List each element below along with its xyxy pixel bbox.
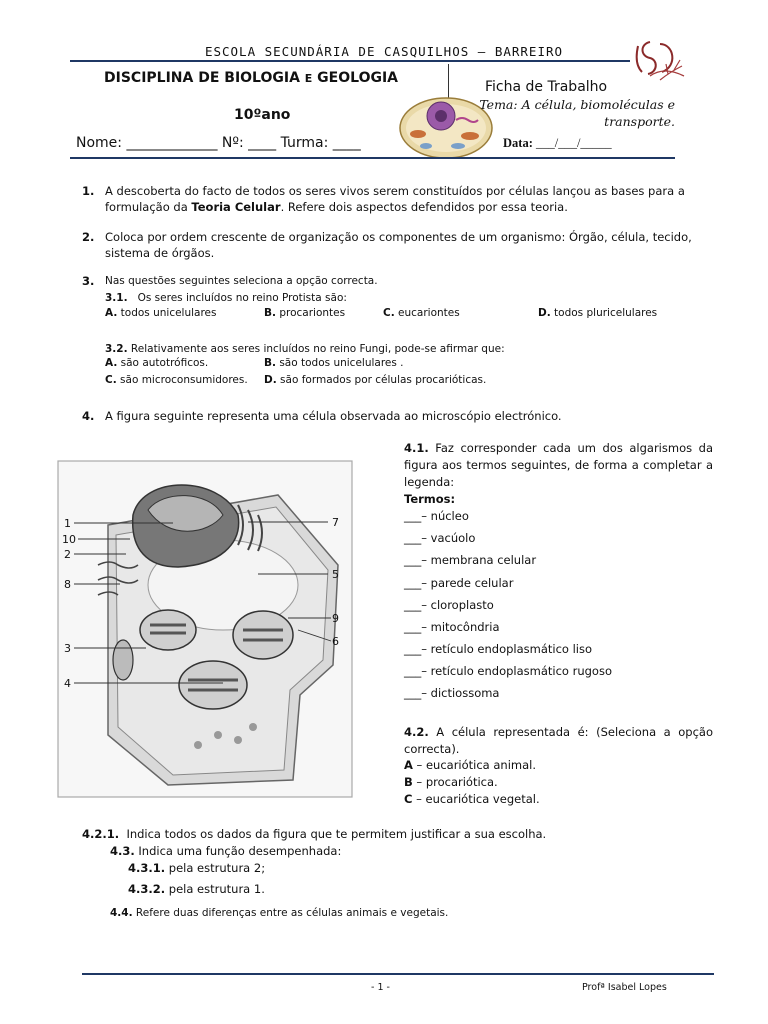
term-re-rugoso[interactable]: ___– retículo endoplasmático rugoso xyxy=(404,664,612,678)
term-membrana-celular[interactable]: ___– membrana celular xyxy=(404,553,537,567)
school-name: ESCOLA SECUNDÁRIA DE CASQUILHOS – BARREIRO xyxy=(204,44,564,59)
mitochondrion-shape xyxy=(113,640,133,680)
footer-rule xyxy=(82,973,714,975)
teacher-name: Profª Isabel Lopes xyxy=(582,982,667,993)
question-4: 4. A figura seguinte representa uma célula observada ao microscópio electrónico. xyxy=(82,409,562,423)
figure-label-10: 10 xyxy=(62,533,76,546)
chloroplast-shape-3 xyxy=(179,661,247,709)
school-logo xyxy=(630,36,688,86)
discipline-title: DISCIPLINA DE BIOLOGIA E GEOLOGIA xyxy=(104,70,399,86)
vesicle xyxy=(234,736,242,744)
term-parede-celular[interactable]: ___– parede celular xyxy=(404,576,514,590)
figure-label-5: 5 xyxy=(332,568,339,581)
q31-option-b[interactable]: B. procariontes xyxy=(264,307,346,319)
grade-level: 10ºano xyxy=(234,107,291,123)
question-4-4: 4.4. Refere duas diferenças entre as células animais e vegetais. xyxy=(110,907,449,919)
question-4-2: 4.2. A célula representada é: (Seleciona a opção correcta). xyxy=(404,725,713,756)
q32-option-b[interactable]: B. são todos unicelulares . xyxy=(264,357,404,369)
q31-option-c[interactable]: C. eucariontes xyxy=(383,307,460,319)
figure-label-7: 7 xyxy=(332,516,339,529)
vesicle xyxy=(249,723,257,731)
figure-label-8: 8 xyxy=(64,578,71,591)
q32-option-a[interactable]: A. são autotróficos. xyxy=(105,357,209,369)
question-4-3: 4.3. Indica uma função desempenhada: xyxy=(110,844,342,858)
sheet-theme xyxy=(470,96,675,130)
question-4-2-1: 4.2.1. Indica todos os dados da figura que te permitem justificar a sua escolha. xyxy=(82,827,547,841)
question-4-3-2: 4.3.2. pela estrutura 1. xyxy=(128,882,265,896)
theme-line-1: Tema: A célula, biomoléculas e xyxy=(479,97,675,112)
figure-label-4: 4 xyxy=(64,677,71,690)
figure-label-1: 1 xyxy=(64,517,71,530)
question-1: 1. A descoberta do facto de todos os seres vivos serem constituídos por células lançou as bases para a formulação da Teoria Celular. Refere dois aspectos defendidos por essa teoria. xyxy=(82,184,685,214)
q32-option-c[interactable]: C. são microconsumidores. xyxy=(105,374,248,386)
header-top-rule xyxy=(70,60,630,62)
plant-cell-figure xyxy=(38,455,368,805)
figure-label-9: 9 xyxy=(332,612,339,625)
chloroplast-shape-1 xyxy=(140,610,196,650)
q31-option-d[interactable]: D. todos pluricelulares xyxy=(538,307,658,319)
theme-line-2: transporte. xyxy=(604,114,675,129)
term-mitocondria[interactable]: ___– mitocôndria xyxy=(404,620,500,634)
chloroplast-shape-2 xyxy=(233,611,293,659)
term-re-liso[interactable]: ___– retículo endoplasmático liso xyxy=(404,642,593,656)
date-field: Data: ___/___/_____ xyxy=(503,136,612,150)
q32-option-d[interactable]: D. são formados por células procarióticas. xyxy=(264,374,487,386)
header-bottom-rule xyxy=(70,157,675,159)
question-2: 2. Coloca por ordem crescente de organização os componentes de um organismo: Órgão, célula, tecido, sistema de órgãos. xyxy=(82,230,692,260)
figure-label-6: 6 xyxy=(332,635,339,648)
question-4-3-1: 4.3.1. pela estrutura 2; xyxy=(128,861,266,875)
term-dictiossoma[interactable]: ___– dictiossoma xyxy=(404,686,500,700)
page-number: - 1 - xyxy=(371,982,390,993)
question-3: 3. Nas questões seguintes seleciona a opção correcta. xyxy=(82,274,378,288)
question-3-2: 3.2. Relativamente aos seres incluídos no reino Fungi, pode-se afirmar que: xyxy=(105,343,505,355)
figure-label-3: 3 xyxy=(64,642,71,655)
term-cloroplasto[interactable]: ___– cloroplasto xyxy=(404,598,494,612)
q42-option-b[interactable]: B – procariótica. xyxy=(404,775,498,789)
question-3-1: 3.1. Os seres incluídos no reino Protista são: xyxy=(105,292,347,304)
sheet-title: Ficha de Trabalho xyxy=(485,79,608,95)
q42-option-a[interactable]: A – eucariótica animal. xyxy=(404,758,537,772)
figure-label-2: 2 xyxy=(64,548,71,561)
vesicle xyxy=(214,731,222,739)
question-4-1: 4.1. Faz corresponder cada um dos algarismos da figura aos termos seguintes, de forma a completar a legenda: xyxy=(404,441,713,489)
q42-option-c[interactable]: C – eucariótica vegetal. xyxy=(404,792,540,806)
term-nucleo[interactable]: ___– núcleo xyxy=(404,509,469,523)
vesicle xyxy=(194,741,202,749)
q31-option-a[interactable]: A. todos unicelulares xyxy=(105,307,217,319)
terms-label: Termos: xyxy=(404,492,456,506)
student-name-line: Nome: _____________ Nº: ____ Turma: ____ xyxy=(76,135,361,151)
term-vacuolo[interactable]: ___– vacúolo xyxy=(404,531,476,545)
